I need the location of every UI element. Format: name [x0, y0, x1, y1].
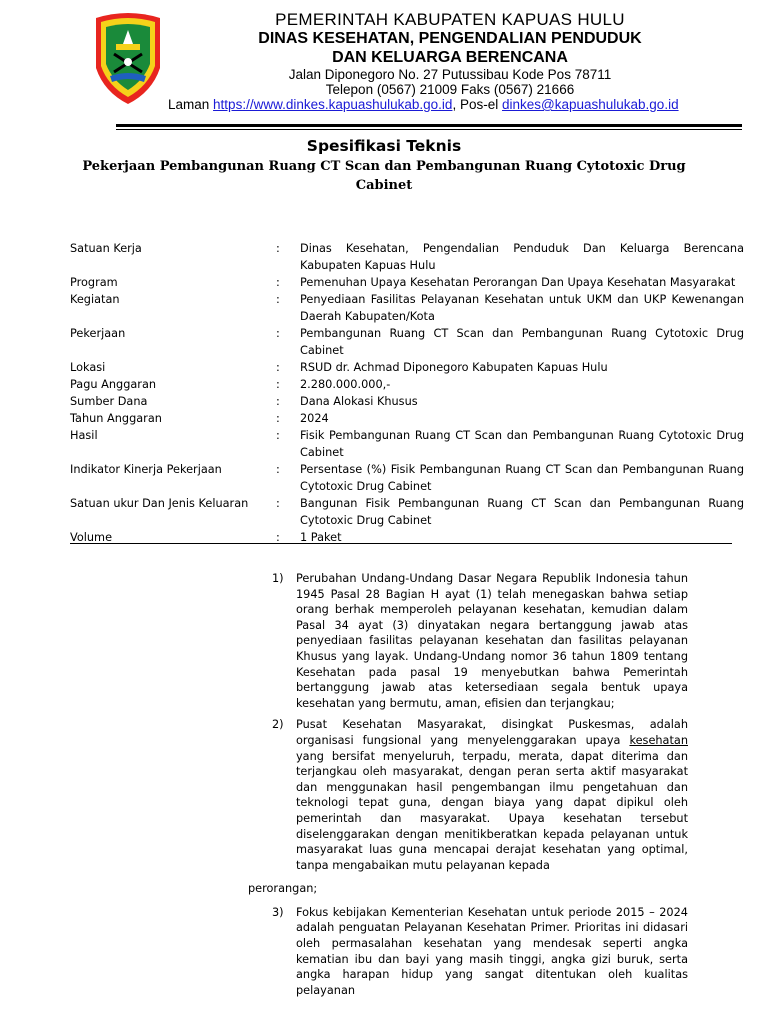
letterhead-contact	[168, 97, 679, 112]
list-text-part: yang bersifat menyeluruh, terpadu, merata, dapat diterima dan terjangkau oleh masyarakat, dengan peran serta aktif masyarakat dan menggunakan hasil pengembangan ilmu pengetahuan dan teknologi tepat guna, dengan biaya yang dapat dipikul oleh pemerintah dan masyarakat. Upaya kesehatan tersebut diselenggarakan dengan menitikberatkan kepada pelayanan untuk masyarakat luas guna mencapai derajat kesehatan yang optimal, tanpa mengabaikan mutu pelayanan kepada	[296, 749, 688, 872]
list-item	[272, 571, 688, 711]
list-text	[296, 717, 688, 873]
underlined-word: kesehatan	[629, 733, 688, 747]
spec-row	[70, 461, 744, 495]
spec-row	[70, 410, 744, 427]
section-divider	[70, 543, 732, 544]
list-item	[272, 905, 688, 999]
spec-label: Satuan Kerja	[70, 242, 142, 255]
spec-value: Dana Alokasi Khusus	[300, 395, 418, 408]
website-link[interactable]: https://www.dinkes.kapuashulukab.go.id	[213, 97, 453, 112]
background-list	[248, 571, 688, 998]
spec-row	[70, 240, 744, 274]
spec-label: Program	[70, 276, 118, 289]
spec-label: Volume	[70, 531, 113, 544]
list-number: 2)	[272, 718, 284, 732]
spec-row	[70, 325, 744, 359]
list-continuation: perorangan;	[248, 882, 318, 896]
spec-value: Persentase (%) Fisik Pembangunan Ruang CT Scan dan Pembangunan Ruang Cytotoxic Drug Cabinet	[300, 463, 744, 493]
spec-colon: :	[276, 378, 280, 391]
spec-row	[70, 291, 744, 325]
spec-colon: :	[276, 242, 280, 255]
spec-colon: :	[276, 412, 280, 425]
list-number: 1)	[272, 572, 284, 585]
spec-label: Satuan ukur Dan Jenis Keluaran	[70, 497, 249, 510]
spec-value: Pembangunan Ruang CT Scan dan Pembangunan Ruang Cytotoxic Drug Cabinet	[300, 327, 744, 357]
letterhead-line2: DINAS KESEHATAN, PENGENDALIAN PENDUDUK	[258, 30, 642, 47]
spec-colon: :	[276, 497, 280, 510]
list-number: 3)	[272, 905, 284, 919]
list-item	[272, 717, 688, 873]
letterhead-line3: DAN KELUARGA BERENCANA	[332, 49, 568, 66]
spec-value: Fisik Pembangunan Ruang CT Scan dan Pembangunan Ruang Cytotoxic Drug Cabinet	[300, 429, 744, 459]
list-text-part: Pusat Kesehatan Masyarakat, disingkat Puskesmas, adalah organisasi fungsional yang menyelenggarakan upaya	[296, 718, 688, 747]
spec-row	[70, 359, 744, 376]
spec-label: Kegiatan	[70, 293, 120, 306]
spec-table	[70, 240, 744, 546]
list-text: Perubahan Undang-Undang Dasar Negara Republik Indonesia tahun 1945 Pasal 28 Bagian H ayat (1) telah menegaskan bahwa setiap orang berhak memperoleh pelayanan kesehatan, kemudian dalam Pasal 34 ayat (3) dinyatakan negara bertanggung jawab atas penyediaan fasilitas pelayanan kesehatan dan fasilitas pelayanan Khusus yang layak. Undang-Undang nomor 36 tahun 1809 tentang Kesehatan pada pasal 19 menyebutkan bahwa Pemerintah bertanggung jawab atas ketersediaan segala bentuk upaya kesehatan yang bermutu, aman, efisien dan terjangkau;	[296, 572, 688, 710]
spec-row	[70, 274, 744, 291]
letterhead-phone: Telepon (0567) 21009 Faks (0567) 21666	[325, 82, 575, 97]
list-text: Fokus kebijakan Kementerian Kesehatan untuk periode 2015 – 2024 adalah penguatan Pelayanan Kesehatan Primer. Prioritas ini didasari oleh permasalahan kesehatan yang mendesak seperti angka kematian ibu dan bayi yang masih tinggi, angka gizi buruk, serta angka harapan hidup yang sangat ditentukan oleh kualitas pelayanan	[296, 905, 688, 997]
spec-value: Pemenuhan Upaya Kesehatan Perorangan Dan Upaya Kesehatan Masyarakat	[300, 276, 736, 289]
letterhead-rule	[116, 124, 742, 127]
letterhead-rule-thin	[116, 129, 742, 130]
spec-value: RSUD dr. Achmad Diponegoro Kabupaten Kapuas Hulu	[300, 361, 608, 374]
letterhead-line1: PEMERINTAH KABUPATEN KAPUAS HULU	[275, 10, 625, 29]
spec-label: Pagu Anggaran	[70, 378, 157, 391]
spec-colon: :	[276, 276, 280, 289]
spec-label: Hasil	[70, 429, 98, 442]
email-label: , Pos-el	[452, 97, 499, 112]
spec-colon: :	[276, 531, 280, 544]
spec-value: 2.280.000.000,-	[300, 378, 391, 391]
spec-label: Sumber Dana	[70, 395, 148, 408]
spec-value: Bangunan Fisik Pembangunan Ruang CT Scan dan Pembangunan Ruang Cytotoxic Drug Cabinet	[300, 497, 744, 527]
spec-label: Lokasi	[70, 361, 106, 374]
kapuas-hulu-emblem	[92, 10, 164, 106]
letterhead-address: Jalan Diponegoro No. 27 Putussibau Kode Pos 78711	[288, 67, 612, 82]
spec-colon: :	[276, 395, 280, 408]
spec-value: 1 Paket	[300, 531, 342, 544]
web-label: Laman	[168, 97, 210, 112]
spec-row	[70, 495, 744, 529]
spec-row	[70, 427, 744, 461]
spec-label: Tahun Anggaran	[70, 412, 162, 425]
spec-row	[70, 393, 744, 410]
spec-value: Penyediaan Fasilitas Pelayanan Kesehatan untuk UKM dan UKP Kewenangan Daerah Kabupaten/Kota	[300, 293, 744, 323]
document-subtitle: Pekerjaan Pembangunan Ruang CT Scan dan Pembangunan Ruang Cytotoxic Drug Cabinet	[82, 159, 686, 193]
spec-colon: :	[276, 327, 280, 340]
spec-value: 2024	[300, 412, 329, 425]
spec-row	[70, 376, 744, 393]
spec-value: Dinas Kesehatan, Pengendalian Penduduk Dan Keluarga Berencana Kabupaten Kapuas Hulu	[300, 242, 744, 272]
spec-colon: :	[276, 293, 280, 306]
spec-colon: :	[276, 361, 280, 374]
email-link[interactable]: dinkes@kapuashulukab.go.id	[502, 97, 679, 112]
spec-colon: :	[276, 429, 280, 442]
document-title: Spesifikasi Teknis	[306, 137, 462, 155]
spec-colon: :	[276, 463, 280, 476]
spec-label: Indikator Kinerja Pekerjaan	[70, 463, 222, 476]
spec-label: Pekerjaan	[70, 327, 126, 340]
